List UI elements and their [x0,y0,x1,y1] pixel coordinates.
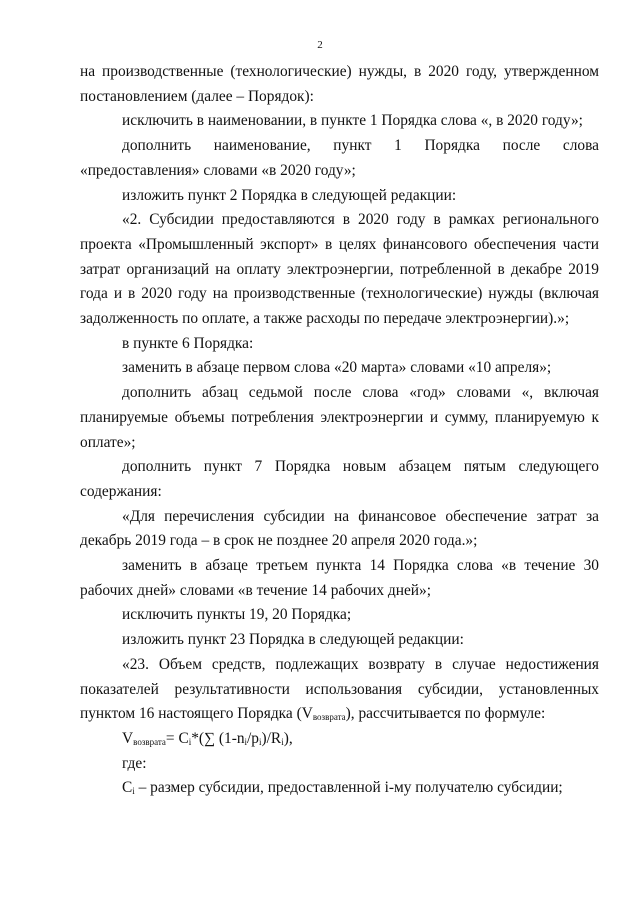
formula-part: *(∑ (1-n [191,729,245,747]
paragraph-formula-intro [80,653,599,727]
subscript: i [259,736,262,747]
paragraph: «Для перечисления субсидии на финансовое обеспечение затрат за декабрь 2019 года – в срок не позднее 20 апреля 2020 года.»; [80,507,599,550]
page-number: 2 [317,39,323,51]
paragraph: где: [122,754,147,772]
subscript: возврата [312,712,346,723]
subscript: i [132,786,135,797]
paragraph-text: ), рассчитывается по формуле: [345,705,546,723]
subscript: i [281,736,284,747]
paragraph: на производственные (технологические) нужды, в 2020 году, утвержденном постановлением (далее – Порядок): [80,63,599,105]
formula-part: )/R [261,729,282,747]
document-body [80,60,599,801]
paragraph: заменить в абзаце первом слова «20 марта» словами «10 апреля»; [122,359,552,377]
formula-part: /p [247,729,260,747]
subscript: i [188,736,192,747]
formula-part: = C [165,729,189,747]
paragraph: изложить пункт 23 Порядка в следующей редакции: [122,631,464,649]
paragraph: изложить пункт 2 Порядка в следующей редакции: [122,186,457,204]
paragraph: заменить в абзаце третьем пункта 14 Порядка слова «в течение 30 рабочих дней» словами «в течение 14 рабочих дней»; [80,557,599,599]
paragraph: исключить пункты 19, 20 Порядка; [122,606,352,624]
paragraph: дополнить абзац седьмой после слова «год» словами «, включая планируемые объемы потребления электроэнергии и сумму, планируемую к оплате»; [80,384,599,451]
paragraph: в пункте 6 Порядка: [122,334,254,352]
formula [80,727,599,752]
paragraph-definition [80,776,599,801]
subscript: возврата [133,736,166,747]
paragraph: дополнить наименование, пункт 1 Порядка после слова «предоставления» словами «в 2020 году»; [80,137,599,179]
formula-part: V [122,729,134,747]
subscript: i [244,736,248,747]
paragraph-text: – размер субсидии, предоставленной i-му получателю субсидии; [134,779,563,797]
paragraph-text: «23. Объем средств, подлежащих возврату в случае недостижения показателей результативности использования субсидии, установленных пунктом 16 настоящего Порядка (V [80,655,599,723]
paragraph: «2. Субсидии предоставляются в 2020 году в рамках регионального проекта «Промышленный экспорт» в целях финансового обеспечения части затрат организаций на оплату электроэнергии, потребленной в декабре 2019 года и в 2020 году на производственные (технологические) нужды (включая задолженность по оплате, а также расходы по передаче электроэнергии).»; [80,211,599,328]
formula-part: ), [283,729,293,747]
paragraph: дополнить пункт 7 Порядка новым абзацем пятым следующего содержания: [80,458,599,500]
paragraph: исключить в наименовании, в пункте 1 Порядка слова «, в 2020 году»; [122,112,583,130]
symbol: C [122,779,133,797]
